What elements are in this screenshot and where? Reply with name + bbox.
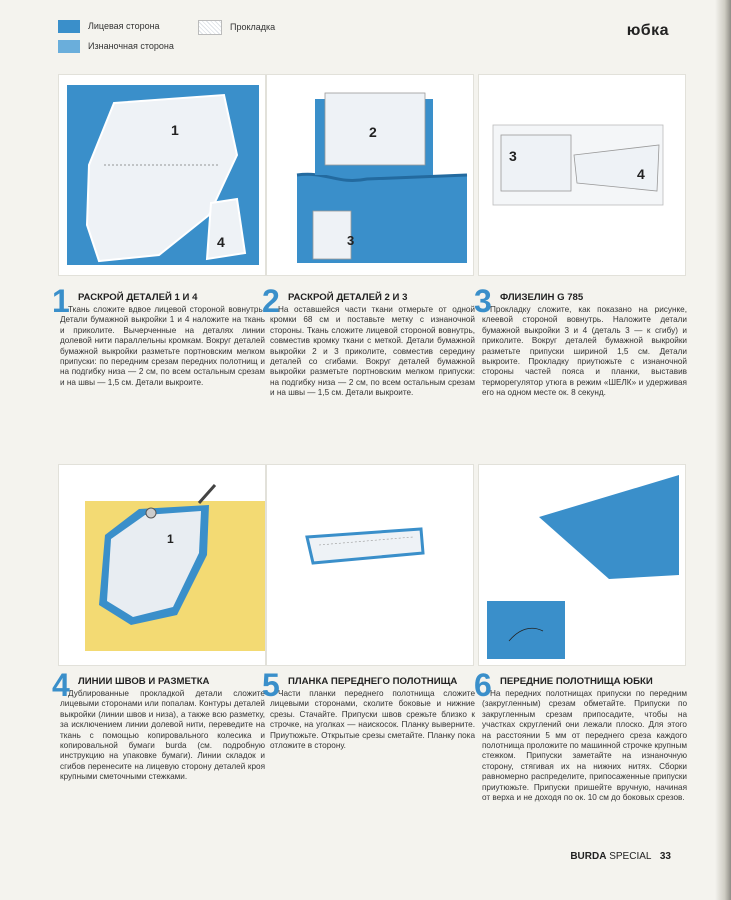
page-number: 33 xyxy=(659,851,671,862)
step-title: ЛИНИИ ШВОВ И РАЗМЕТКА xyxy=(78,676,210,687)
step-text: Ткань сложите вдвое лицевой стороной вовнутрь. Детали бумажной выкройки 1 и 4 наложите на ткань и приколите. Вычерченные на деталях линии долевой нити параллельны кромкам. Вокруг деталей бумажной выкройки разметьте портновским мелком припуски: по передним срезам передних полотнищ и на подгибку низа — 2 см, по всем остальным срезам и на швы — 1,5 см. Детали выкроите. xyxy=(60,305,265,387)
legend-face xyxy=(58,20,160,33)
legend-back xyxy=(58,40,174,53)
step-number: 4 xyxy=(52,667,70,703)
step-number: 5 xyxy=(262,667,280,703)
page-footer xyxy=(570,851,671,862)
step-5 xyxy=(262,667,475,751)
page-spine xyxy=(715,0,731,900)
step-number: 6 xyxy=(474,667,492,703)
diagram-step-3 xyxy=(479,75,685,275)
footer-brand: BURDA xyxy=(570,851,607,862)
footer-series: SPECIAL xyxy=(609,851,652,862)
step-number: 3 xyxy=(474,283,492,319)
diagram-label-3: 3 xyxy=(347,233,355,248)
step-text: Дублированные прокладкой детали сложите лицевыми сторонами или попалам. Контуры деталей выкройки (линии швов и низа), а также всю разметку, за исключением линии долевой нити, переведите на ткань с помощью копировального колесика и копировальной бумаги burda (см. подробную инструкцию на упаковке бумаги). Линии складок и сгибов перенесите на лицевую сторону деталей кроя крупными сметочными стежками. xyxy=(60,689,265,782)
panel-step-1 xyxy=(58,74,266,276)
diagram-label-3b: 3 xyxy=(509,148,517,164)
legend-interfacing xyxy=(198,20,275,35)
step-2 xyxy=(262,283,475,399)
interfacing-swatch xyxy=(198,20,222,35)
section-title: юбка xyxy=(626,22,669,39)
panel-step-6 xyxy=(478,464,686,666)
step-text: На оставшейся части ткани отмерьте от одной кромки 68 см и поставьте метку с изнаночной стороны. Ткань сложите лицевой стороной вовнутрь, совместив кромку ткани с меткой. Детали бумажной выкройки 2 и 3 приколите, совместив середину деталей со сгибами. Вокруг деталей бумажной выкройки разметьте портновским мелком припуски: на подгибку низа — 2 см, по всем остальным срезам и на швы — 1,5 см. Детали выкроите. xyxy=(270,305,475,398)
diagram-label-2: 2 xyxy=(369,124,377,140)
legend-face-label: Лицевая сторона xyxy=(88,20,160,31)
step-6 xyxy=(474,667,687,803)
step-title: ФЛИЗЕЛИН G 785 xyxy=(500,292,584,303)
face-swatch xyxy=(58,20,80,33)
step-number: 2 xyxy=(262,283,280,319)
panel-step-4 xyxy=(58,464,266,666)
panel-step-2 xyxy=(266,74,474,276)
diagram-step-2 xyxy=(267,75,473,275)
diagram-step-6 xyxy=(479,465,685,665)
step-title: ПЕРЕДНИЕ ПОЛОТНИЩА ЮБКИ xyxy=(500,676,653,687)
step-number: 1 xyxy=(52,283,70,319)
step-text: Части планки переднего полотнища сложите лицевыми сторонами, сколите боковые и нижние срезы. Стачайте. Припуски швов срежьте близко к строчке, на уголках — наискосок. Планку выверните. Приутюжьте. Открытые срезы сметайте. Планку пока отложите в сторону. xyxy=(270,689,475,751)
legend-interfacing-label: Прокладка xyxy=(230,21,276,32)
step-4 xyxy=(52,667,265,783)
step-3 xyxy=(474,283,687,399)
step-title: РАСКРОЙ ДЕТАЛЕЙ 2 И 3 xyxy=(288,292,408,303)
panel-step-5 xyxy=(266,464,474,666)
back-swatch xyxy=(58,40,80,53)
step-title: РАСКРОЙ ДЕТАЛЕЙ 1 И 4 xyxy=(78,292,198,303)
diagram-step-5 xyxy=(267,465,473,665)
step-text: Прокладку сложите, как показано на рисунке, клеевой стороной вовнутрь. Наложите детали бумажной выкройки 3 и 4 (деталь 3 — к сгибу) и приколите. Вокруг деталей бумажной выкройки разметьте припуски шириной 1,5 см. Детали выкроите. Прокладку приутюжьте с изнаночной стороны частей пояса и планки, выставив терморегулятор утюга в режим «ШЕЛК» и удерживая его на одном месте ок. 8 секунд. xyxy=(482,305,687,398)
diagram-label-4b: 4 xyxy=(637,166,645,182)
diagram-label-1: 1 xyxy=(171,122,179,138)
diagram-label-1b: 1 xyxy=(167,532,174,546)
diagram-step-4 xyxy=(59,465,265,665)
step-title: ПЛАНКА ПЕРЕДНЕГО ПОЛОТНИЩА xyxy=(288,676,458,687)
legend-back-label: Изнаночная сторона xyxy=(88,40,174,51)
panel-step-3 xyxy=(478,74,686,276)
diagram-step-1 xyxy=(59,75,265,275)
diagram-label-4: 4 xyxy=(217,234,225,250)
step-1 xyxy=(52,283,265,388)
step-text: На передних полотнищах припуски по передним (закругленным) срезам обметайте. Припуски по закругленным срезам припосадите, чтобы на участках скруглений они лежали плоско. Для этого на расстоянии 5 мм от переднего среза каждого полотнища проложите по машинной строчке крупным стежком. Припуски заметайте на изнаночную сторону, стягивая их на нижних нитях. Сборки равномерно распределите, припосаженные припуски приутюжьте. Припуски пришейте вручную, начиная от верха и не доходя по ок. 10 см до боковых срезов. xyxy=(482,689,687,803)
